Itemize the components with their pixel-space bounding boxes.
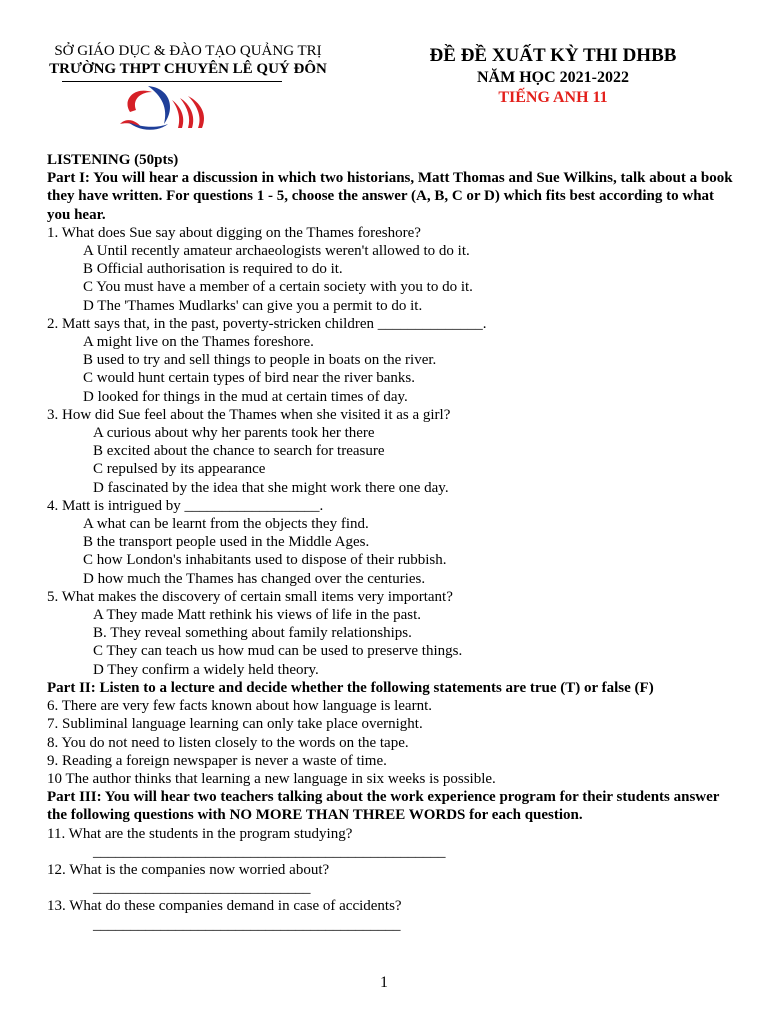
answer-option: B Official authorisation is required to do it. [83,261,343,278]
answer-option: D The 'Thames Mudlarks' can give you a permit to do it. [83,297,423,314]
exam-subject: TIẾNG ANH 11 [498,89,608,106]
answer-option: A might live on the Thames foreshore. [83,334,314,351]
question: 13. What do these companies demand in case of accidents? [47,898,402,915]
logo-blue-sail [148,86,170,124]
logo-red-arc [127,91,152,112]
answer-option: D looked for things in the mud at certain times of day. [83,388,408,405]
logo-red-stripe-1 [172,100,183,128]
answer-option: C would hunt certain types of bird near the river banks. [83,370,415,387]
answer-option: B the transport people used in the Middle Ages. [83,534,370,551]
statement: 9. Reading a foreign newspaper is never a waste of time. [47,752,387,769]
answer-option: C They can teach us how mud can be used to preserve things. [93,643,463,660]
statement: 8. You do not need to listen closely to the words on the tape. [47,734,409,751]
answer-option: D They confirm a widely held theory. [93,661,319,678]
part2-instruction: Part II: Listen to a lecture and decide whether the following statements are true (T) or false (F) [47,679,654,696]
department-name: SỞ GIÁO DỤC & ĐÀO TẠO QUẢNG TRỊ [54,43,322,59]
answer-blank: _______________________________________________ [93,843,446,860]
statement: 7. Subliminal language learning can only take place overnight. [47,716,423,733]
school-logo [118,78,210,134]
question: 5. What makes the discovery of certain small items very important? [47,588,453,605]
part1-instruction: Part I: You will hear a discussion in which two historians, Matt Thomas and Sue Wilkins, talk about a book they have written. For questions 1 - 5, choose the answer (A, B, C or D) which fits best according to what you hear. [47,170,733,223]
answer-option: B. They reveal something about family relationships. [93,625,412,642]
section-title: LISTENING (50pts) [47,152,179,168]
answer-option: A They made Matt rethink his views of life in the past. [93,607,421,624]
answer-option: A curious about why her parents took her there [93,425,375,442]
part3-instruction: Part III: You will hear two teachers talking about the work experience program for their students answer the following questions with NO MORE THAN THREE WORDS for each question. [47,789,720,824]
answer-option: C how London's inhabitants used to dispose of their rubbish. [83,552,447,569]
answer-option: D how much the Thames has changed over the centuries. [83,570,426,587]
answer-option: B excited about the chance to search for treasure [93,443,385,460]
exam-title: ĐỀ ĐỀ XUẤT KỲ THI DHBB [429,45,677,66]
exam-content [47,151,737,934]
question: 11. What are the students in the program studying? [47,825,353,842]
school-year: NĂM HỌC 2021-2022 [477,69,629,86]
question: 3. How did Sue feel about the Thames when she visited it as a girl? [47,406,451,423]
question: 12. What is the companies now worried about? [47,861,330,878]
answer-blank: _________________________________________ [93,916,401,933]
answer-option: A what can be learnt from the objects they find. [83,516,369,533]
statement: 6. There are very few facts known about how language is learnt. [47,698,432,715]
question: 4. Matt is intrigued by __________________. [47,497,324,514]
school-header [20,42,356,78]
statement: 10 The author thinks that learning a new language in six weeks is possible. [47,770,496,787]
answer-option: C repulsed by its appearance [93,461,266,478]
answer-option: C You must have a member of a certain society with you to do it. [83,279,473,296]
school-name: TRƯỜNG THPT CHUYÊN LÊ QUÝ ĐÔN [49,61,327,77]
answer-blank: _____________________________ [93,880,311,897]
answer-option: B used to try and sell things to people in boats on the river. [83,352,437,369]
question: 2. Matt says that, in the past, poverty-stricken children ______________. [47,315,487,332]
answer-option: D fascinated by the idea that she might work there one day. [93,479,449,496]
exam-header [400,44,706,108]
answer-option: A Until recently amateur archaeologists weren't allowed to do it. [83,243,470,260]
page-number: 1 [380,974,388,991]
question: 1. What does Sue say about digging on the Thames foreshore? [47,224,421,241]
